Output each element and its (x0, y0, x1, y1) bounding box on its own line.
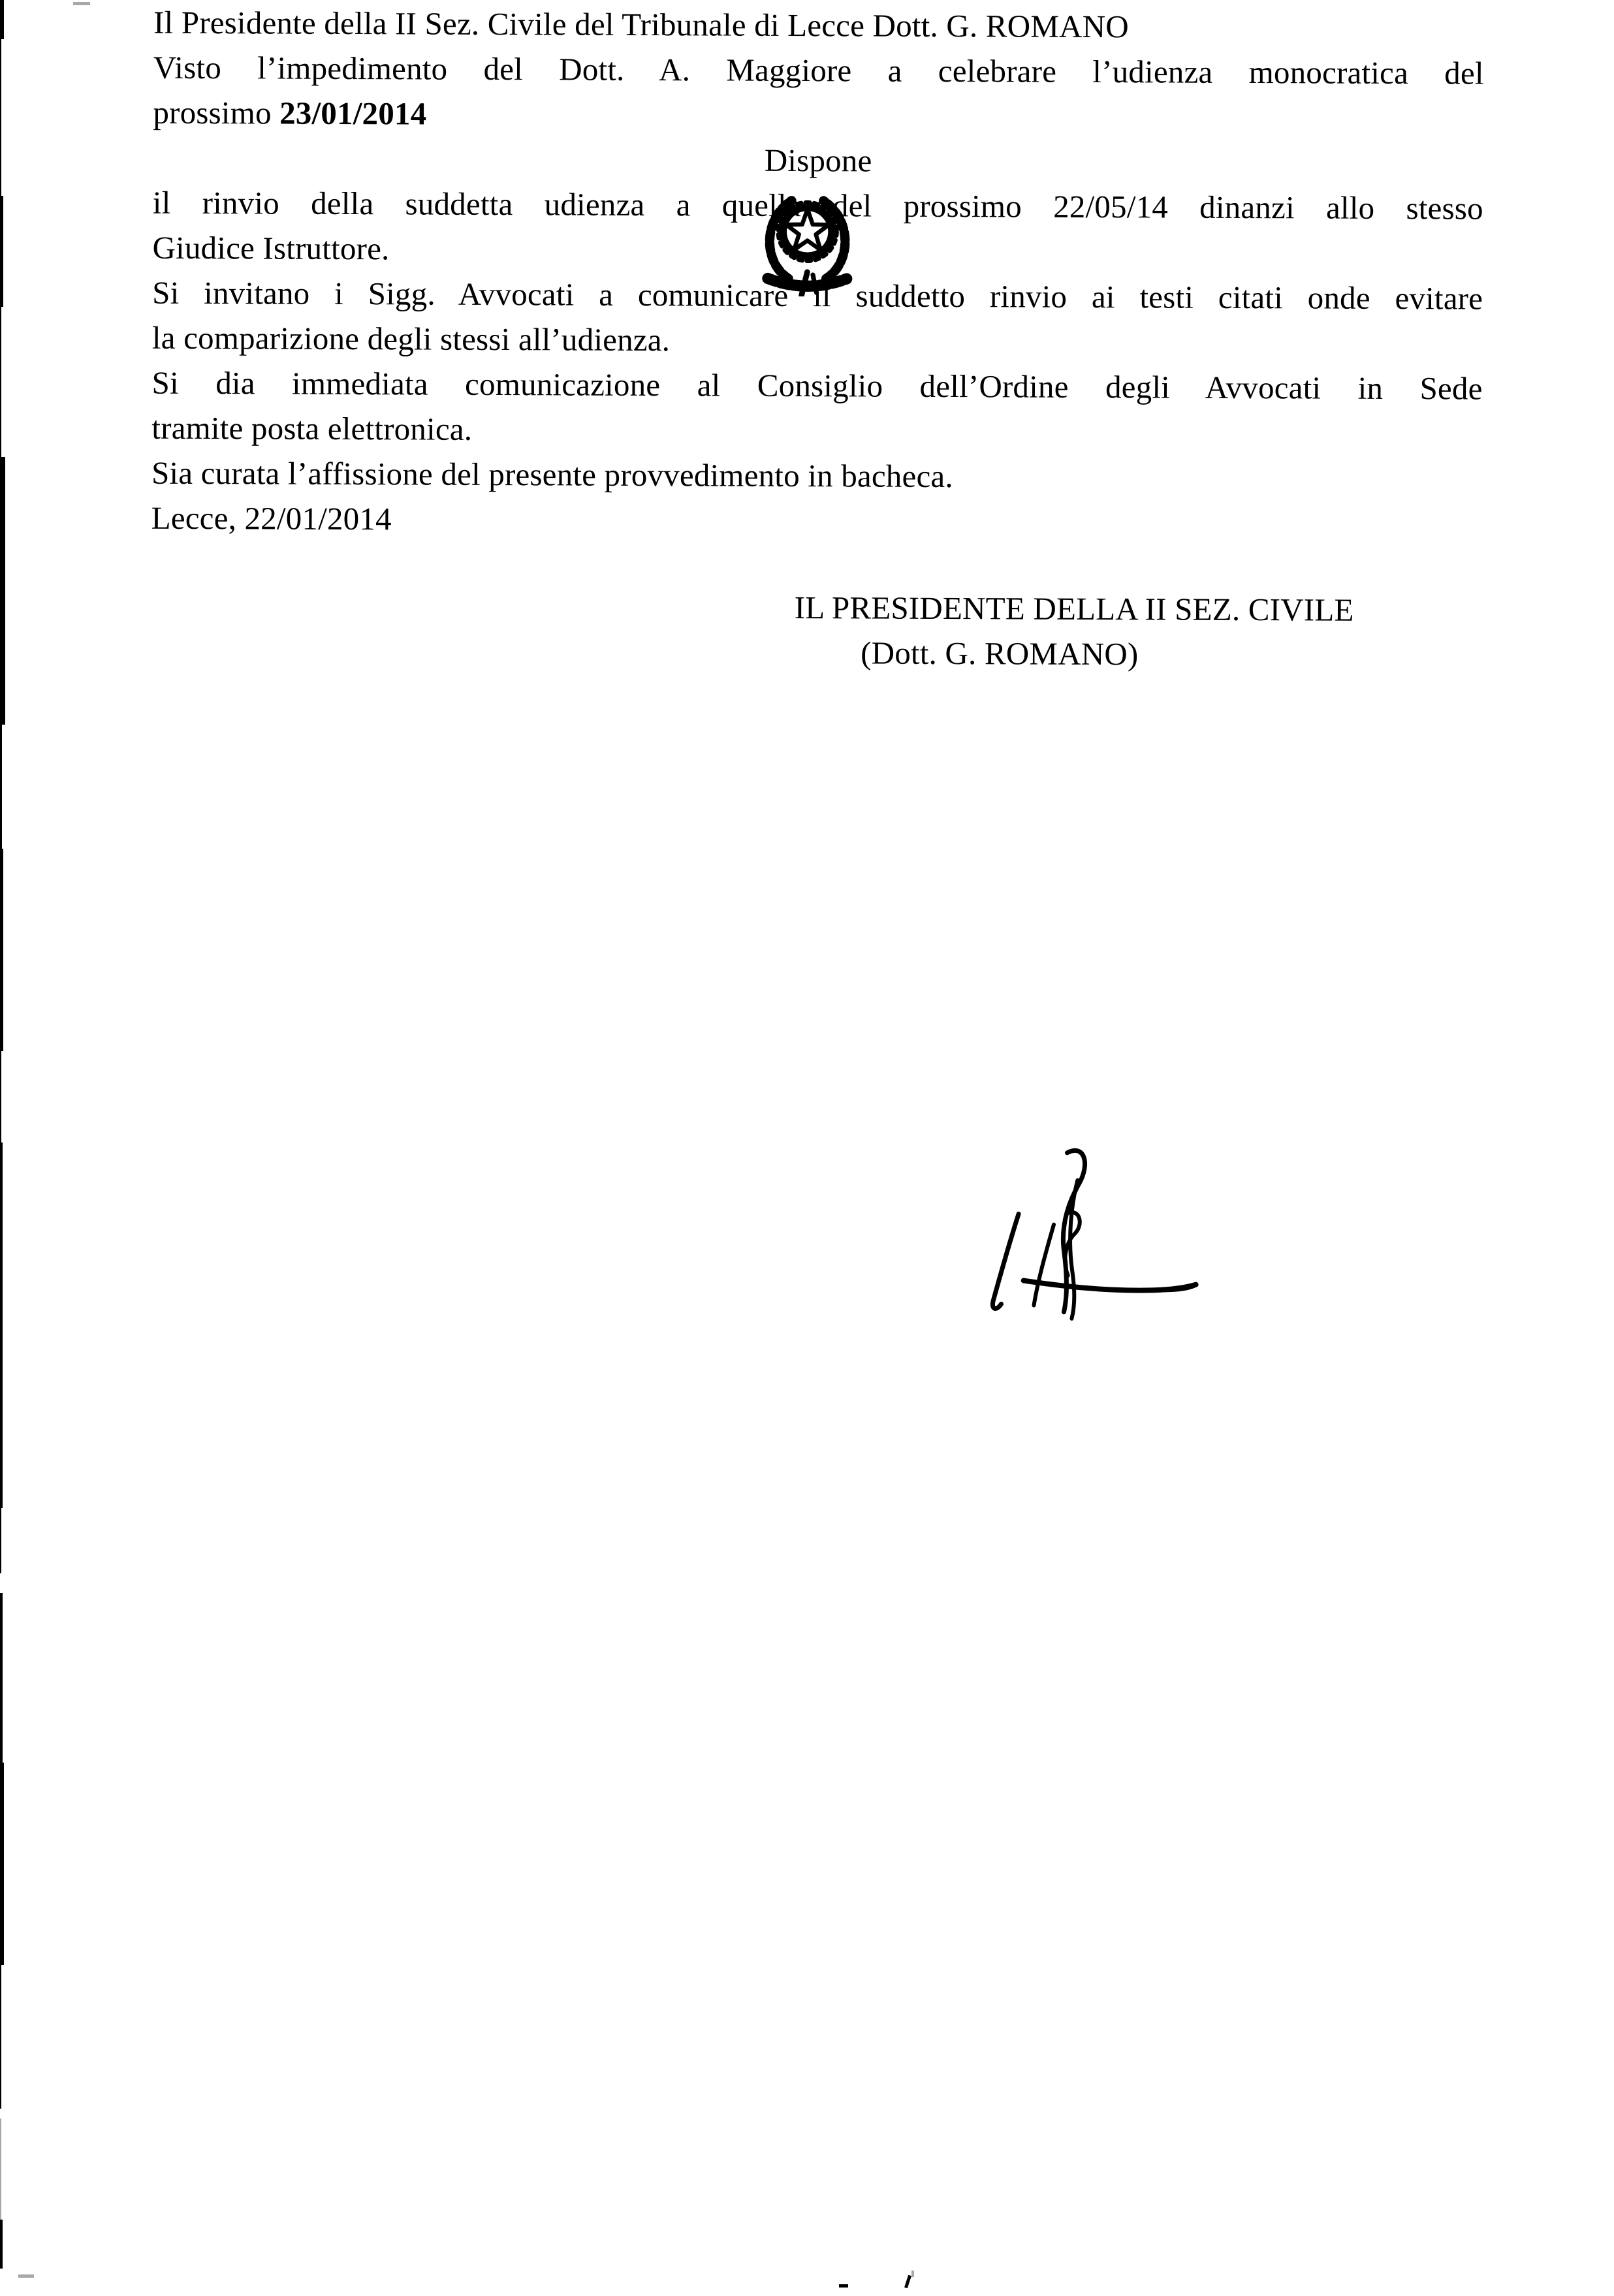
paragraph-consiglio (151, 360, 1483, 456)
paragraph-rinvio (152, 180, 1483, 276)
signature-role-line: IL PRESIDENTE DELLA II SEZ. CIVILE (794, 590, 1354, 628)
document-body (151, 0, 1484, 678)
visto-line-1: Visto l’impedimento del Dott. A. Maggiore a celebrare l’udienza monocratica del (153, 49, 1484, 91)
hearing-date-bold: 23/01/2014 (279, 95, 427, 132)
rinvio-line-2: Giudice Istruttore. (152, 229, 390, 267)
avvocati-line-1: Si invitano i Sigg. Avvocati a comunicare il suddetto rinvio ai testi citati onde evitare (152, 274, 1483, 317)
dateline: Lecce, 22/01/2014 (151, 499, 392, 537)
dispone-heading: Dispone (764, 142, 872, 179)
document-title-line: Il Presidente della II Sez. Civile del Tribunale di Lecce Dott. G. ROMANO (153, 4, 1129, 45)
consiglio-line-2: tramite posta elettronica. (151, 409, 473, 447)
visto-line-2: prossimo 23/01/2014 (153, 94, 427, 132)
rinvio-line-1: il rinvio della suddetta udienza a quella del prossimo 22/05/14 dinanzi allo stesso (152, 184, 1483, 227)
signature-block (733, 585, 1416, 678)
paragraph-avvocati (152, 270, 1483, 366)
avvocati-line-2: la comparizione degli stessi all’udienza. (151, 319, 671, 358)
paragraph-affissione: Sia curata l’affissione del presente provvedimento in bacheca. (151, 454, 953, 495)
handwritten-signature (955, 1140, 1230, 1331)
paragraph-visto (153, 45, 1484, 141)
consiglio-line-1: Si dia immediata comunicazione al Consiglio dell’Ordine degli Avvocati in Sede (151, 364, 1483, 407)
signature-name-line: (Dott. G. ROMANO) (861, 635, 1139, 672)
